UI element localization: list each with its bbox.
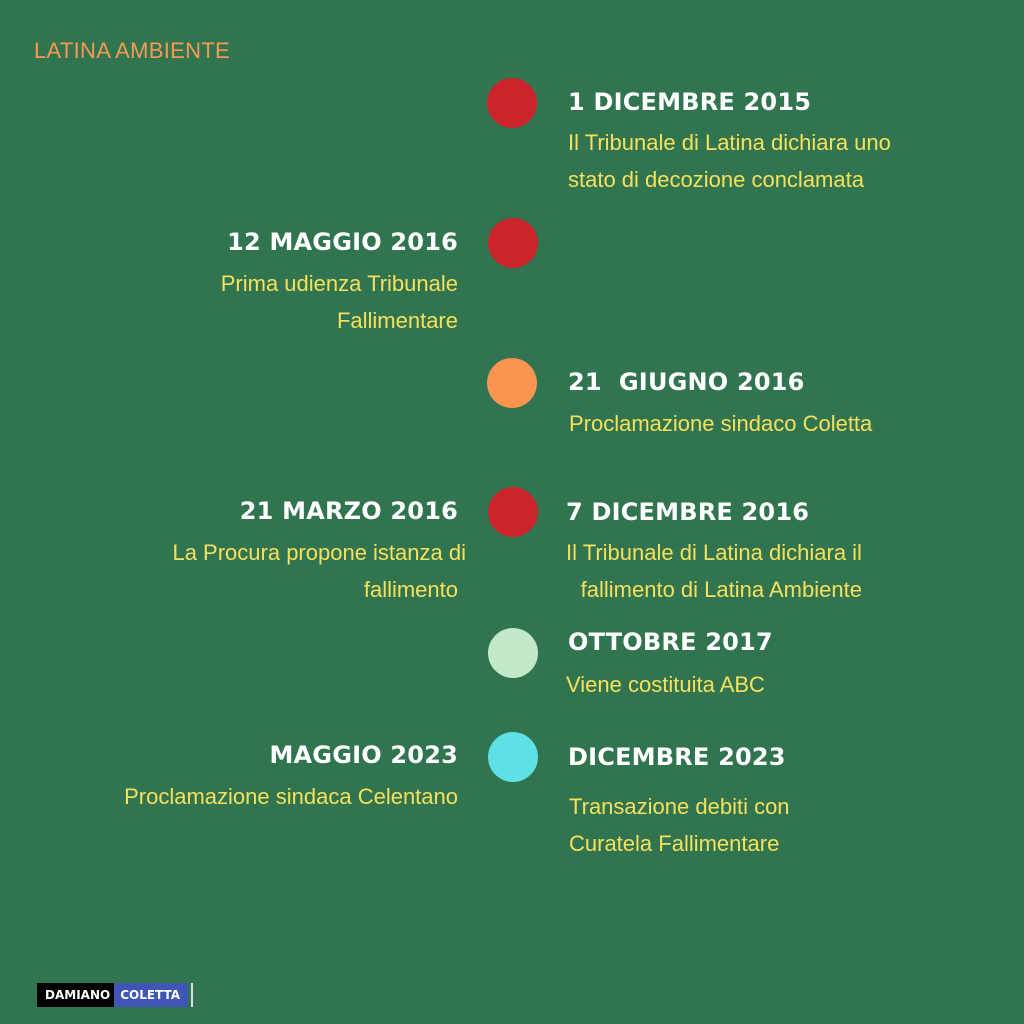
event-description-line: Il Tribunale di Latina dichiara il <box>566 540 862 565</box>
event-date: MAGGIO 2023 <box>269 741 458 769</box>
event-description-line: fallimento di Latina Ambiente <box>580 577 862 602</box>
event-description-line: Il Tribunale di Latina dichiara uno <box>568 130 891 155</box>
event-description <box>124 778 458 815</box>
event-date: 1 DICEMBRE 2015 <box>568 88 812 116</box>
timeline-dot-2023 <box>488 732 538 782</box>
event-description <box>566 534 862 608</box>
event-description-line: Fallimentare <box>336 308 458 333</box>
brand-first-name: DAMIANO <box>37 983 114 1007</box>
timeline-dot-giugno-2016 <box>487 358 537 408</box>
timeline-dot-marzo-dicembre-2016 <box>488 487 538 537</box>
event-description-line: La Procura propone istanza di <box>172 540 466 565</box>
timeline-dot-maggio-2016 <box>488 218 538 268</box>
event-description-line: fallimento <box>363 577 458 602</box>
event-date: 7 DICEMBRE 2016 <box>566 498 810 526</box>
event-date: 21 MARZO 2016 <box>239 497 458 525</box>
event-description <box>221 265 458 339</box>
event-description-line: Proclamazione sindaco Coletta <box>569 411 873 436</box>
brand-last-name: COLETTA <box>114 983 188 1007</box>
event-description <box>569 405 872 442</box>
event-date: 12 MAGGIO 2016 <box>227 228 458 256</box>
event-description-line: Proclamazione sindaca Celentano <box>124 784 458 809</box>
brand-divider <box>191 983 193 1007</box>
event-description-line: Curatela Fallimentare <box>569 831 780 856</box>
event-description-line: Prima udienza Tribunale <box>220 271 458 296</box>
event-description <box>172 534 466 608</box>
event-description <box>569 788 790 862</box>
event-description <box>566 666 765 703</box>
timeline-dot-ottobre-2017 <box>488 628 538 678</box>
event-description-line: Transazione debiti con <box>569 794 790 819</box>
page-title: LATINA AMBIENTE <box>34 38 231 63</box>
event-date: OTTOBRE 2017 <box>568 628 773 656</box>
event-description <box>568 124 891 198</box>
timeline-dot-dicembre-2015 <box>487 78 537 128</box>
event-description-line: stato di decozione conclamata <box>568 167 864 192</box>
brand-logo <box>37 983 193 1007</box>
event-date: 21 GIUGNO 2016 <box>568 368 805 396</box>
event-date: DICEMBRE 2023 <box>568 743 786 771</box>
event-description-line: Viene costituita ABC <box>566 672 765 697</box>
